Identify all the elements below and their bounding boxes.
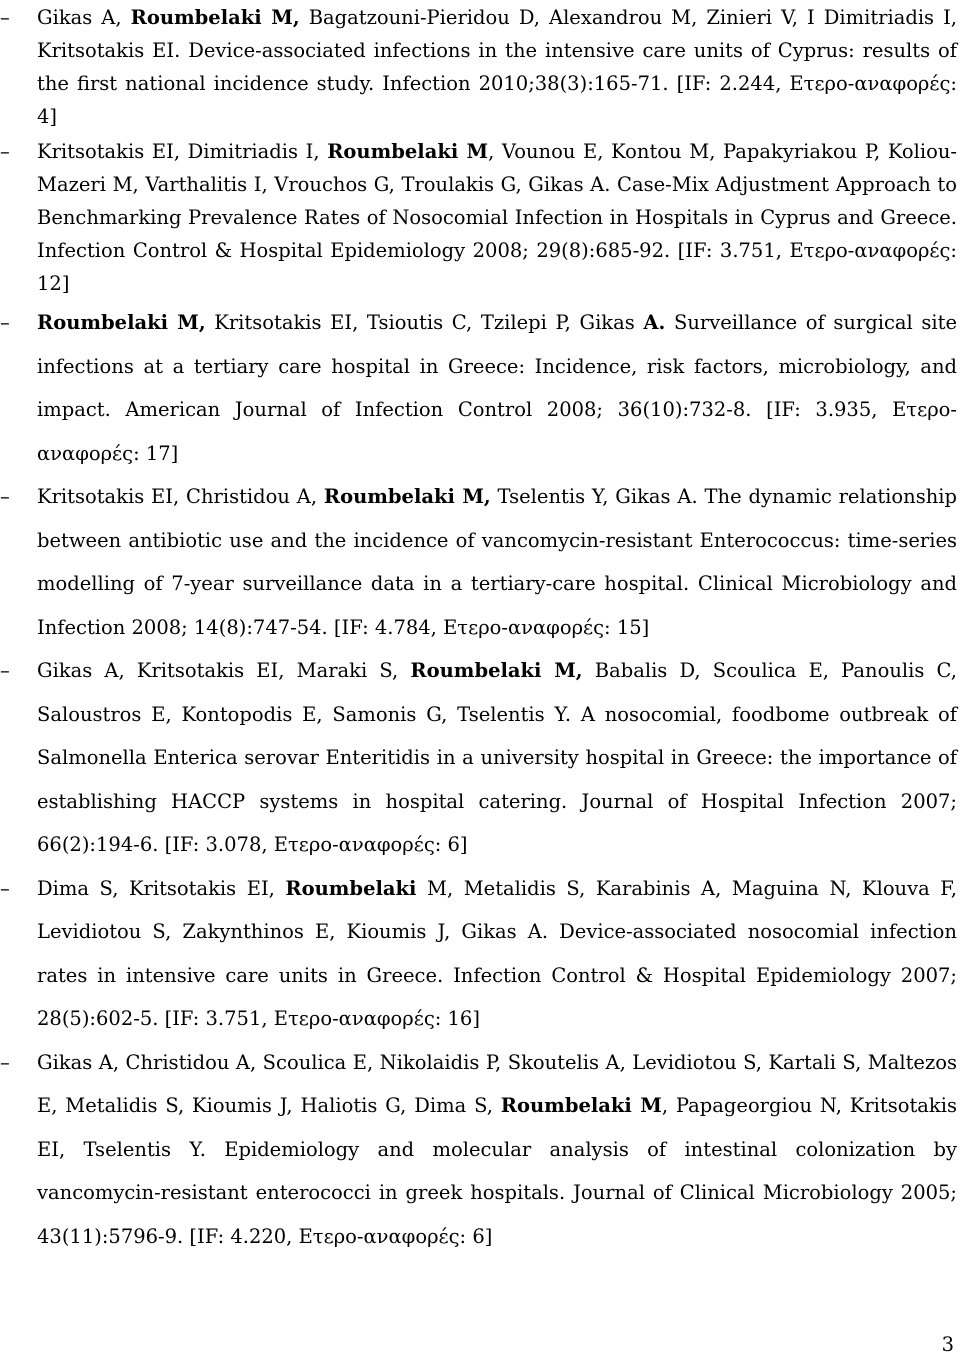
bullet-dash: – xyxy=(0,485,10,508)
author-highlight: Roumbelaki M, xyxy=(410,659,583,682)
reference-text: M, Metalidis S, Karabinis A, Maguina N, Klouva F, Levidiotou S, Zakynthinos E, Kioumis J, Gikas A. Device-associated nosocomial infection rates in intensive care units in Greece. Infection Control & Hospital Epidemiology 2007; 28(5):602-5. [IF: 3.751, Ετερο-αναφορές: 16] xyxy=(37,876,957,1030)
reference-text: Kritsotakis EI, Christidou A, xyxy=(37,485,324,508)
reference-text: Surveillance of surgical site infections at a tertiary care hospital in Greece: Incidence, risk factors, microbiology, and impact. American Journal of Infection Control 2008; 36(10):732-8. [IF: 3.935, Ετερο-αναφορές: 17] xyxy=(37,311,957,465)
reference-item xyxy=(0,1041,960,1259)
reference-item xyxy=(0,301,960,475)
bullet-dash: – xyxy=(0,1050,10,1074)
bullet-dash: – xyxy=(0,876,10,900)
reference-item xyxy=(0,134,960,301)
bullet-dash: – xyxy=(0,6,10,29)
reference-item xyxy=(0,649,960,867)
author-highlight: A. xyxy=(643,311,666,334)
reference-text: , Papageorgiou N, Kritsotakis EI, Tselentis Y. Epidemiology and molecular analysis of intestinal colonization by vancomycin-resistant enterococci in greek hospitals. Journal of Clinical Microbiology 2005; 43(11):5796-9. [IF: 4.220, Ετερο-αναφορές: 6] xyxy=(37,1094,957,1248)
reference-item xyxy=(0,0,960,134)
author-highlight: Roumbelaki M, xyxy=(130,6,300,29)
reference-text: Dima S, Kritsotakis EI, xyxy=(37,876,286,900)
bullet-dash: – xyxy=(0,140,10,163)
reference-text: Tselentis Y, Gikas A. The dynamic relationship between antibiotic use and the incidence of vancomycin-resistant Enterococcus: time-series modelling of 7-year surveillance data in a tertiary-care hospital. Clinical Microbiology and Infection 2008; 14(8):747-54. [IF: 4.784, Ετερο-αναφορές: 15] xyxy=(37,485,957,639)
reference-item xyxy=(0,475,960,649)
reference-text: , Vounou E, Kontou M, Papakyriakou P, Koliou-Mazeri M, Varthalitis I, Vrouchos G, Troulakis G, Gikas A. Case-Mix Adjustment Approach to Benchmarking Prevalence Rates of Nosocomial Infection in Hospitals in Cyprus and Greece. Infection Control & Hospital Epidemiology 2008; 29(8):685-92. [IF: 3.751, Ετερο-αναφορές: 12] xyxy=(37,140,957,295)
author-highlight: Roumbelaki M, xyxy=(323,485,491,508)
page-number: 3 xyxy=(941,1333,954,1356)
reference-text: Kritsotakis EI, Dimitriadis I, xyxy=(37,140,328,163)
reference-text: Gikas A, xyxy=(37,6,131,29)
reference-text: Gikas A, Christidou A, Scoulica E, Nikolaidis P, Skoutelis A, Levidiotou S, Kartali S, Maltezos E, Metalidis S, Kioumis J, Haliotis G, Dima S, xyxy=(37,1050,957,1117)
author-highlight: Roumbelaki M, xyxy=(37,311,206,334)
author-highlight: Roumbelaki xyxy=(285,876,417,900)
reference-text: Gikas A, Kritsotakis EI, Maraki S, xyxy=(37,659,411,682)
reference-text: Babalis D, Scoulica E, Panoulis C, Saloustros E, Kontopodis E, Samonis G, Tselentis Y. A nosocomial, foodbome outbreak of Salmonella Enterica serovar Enteritidis in a university hospital in Greece: the importance of establishing HACCP systems in hospital catering. Journal of Hospital Infection 2007; 66(2):194-6. [IF: 3.078, Ετερο-αναφορές: 6] xyxy=(37,659,957,856)
reference-item xyxy=(0,867,960,1041)
author-highlight: Roumbelaki M xyxy=(500,1094,662,1117)
reference-text: Bagatzouni-Pieridou D, Alexandrou M, Zinieri V, I Dimitriadis I, Kritsotakis EI. Device-associated infections in the intensive care units of Cyprus: results of the first national incidence study. Infection 2010;38(3):165-71. [IF: 2.244, Ετερο-αναφορές: 4] xyxy=(37,6,957,128)
author-highlight: Roumbelaki M xyxy=(327,140,489,163)
bullet-dash: – xyxy=(0,659,10,682)
reference-text: Kritsotakis EI, Tsioutis C, Tzilepi P, Gikas xyxy=(205,311,644,334)
bullet-dash: – xyxy=(0,311,10,334)
